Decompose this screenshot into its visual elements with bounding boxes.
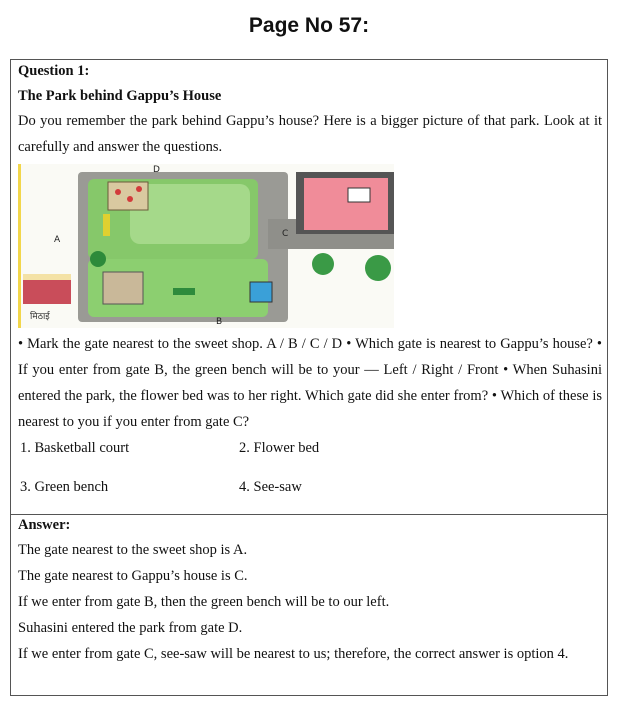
answer-line: If we enter from gate B, then the green bench will be to our left. <box>18 594 390 610</box>
question-number: Question 1: <box>18 63 90 79</box>
gate-c-label: C <box>282 229 289 239</box>
question-answer-box <box>10 59 608 696</box>
gate-b-label: B <box>216 317 223 327</box>
option-2: 2. Flower bed <box>239 440 320 456</box>
question-body: • Mark the gate nearest to the sweet shop. A / B / C / D • Which gate is nearest to Gappu’s house? • If you enter from gate B, the green bench will be to your — Left / Right / Front • When Suhasini entered the park, the flower bed was to her right. Which gate did she enter from? • Which of these is nearest to you if you enter from gate C? <box>18 336 602 430</box>
divider <box>11 514 607 515</box>
option-3: 3. Green bench <box>20 479 109 495</box>
question-intro: Do you remember the park behind Gappu’s house? Here is a bigger picture of that park. Look at it carefully and answer the questions. <box>18 113 602 155</box>
answer-line: Suhasini entered the park from gate D. <box>18 620 243 636</box>
answer-line: If we enter from gate C, see-saw will be nearest to us; therefore, the correct answer is option 4. <box>18 646 569 662</box>
answer-heading: Answer: <box>18 517 71 533</box>
option-4: 4. See-saw <box>239 479 302 495</box>
answer-line: The gate nearest to the sweet shop is A. <box>18 542 248 558</box>
park-map-image <box>18 164 394 328</box>
gate-d-label: D <box>153 165 160 175</box>
page-title: Page No 57: <box>248 14 370 37</box>
question-title: The Park behind Gappu’s House <box>18 88 222 104</box>
gate-a-label: A <box>54 235 61 245</box>
answer-line: The gate nearest to Gappu’s house is C. <box>18 568 248 584</box>
option-1: 1. Basketball court <box>20 440 130 456</box>
shop-sign-label: मिठाई <box>30 312 50 322</box>
